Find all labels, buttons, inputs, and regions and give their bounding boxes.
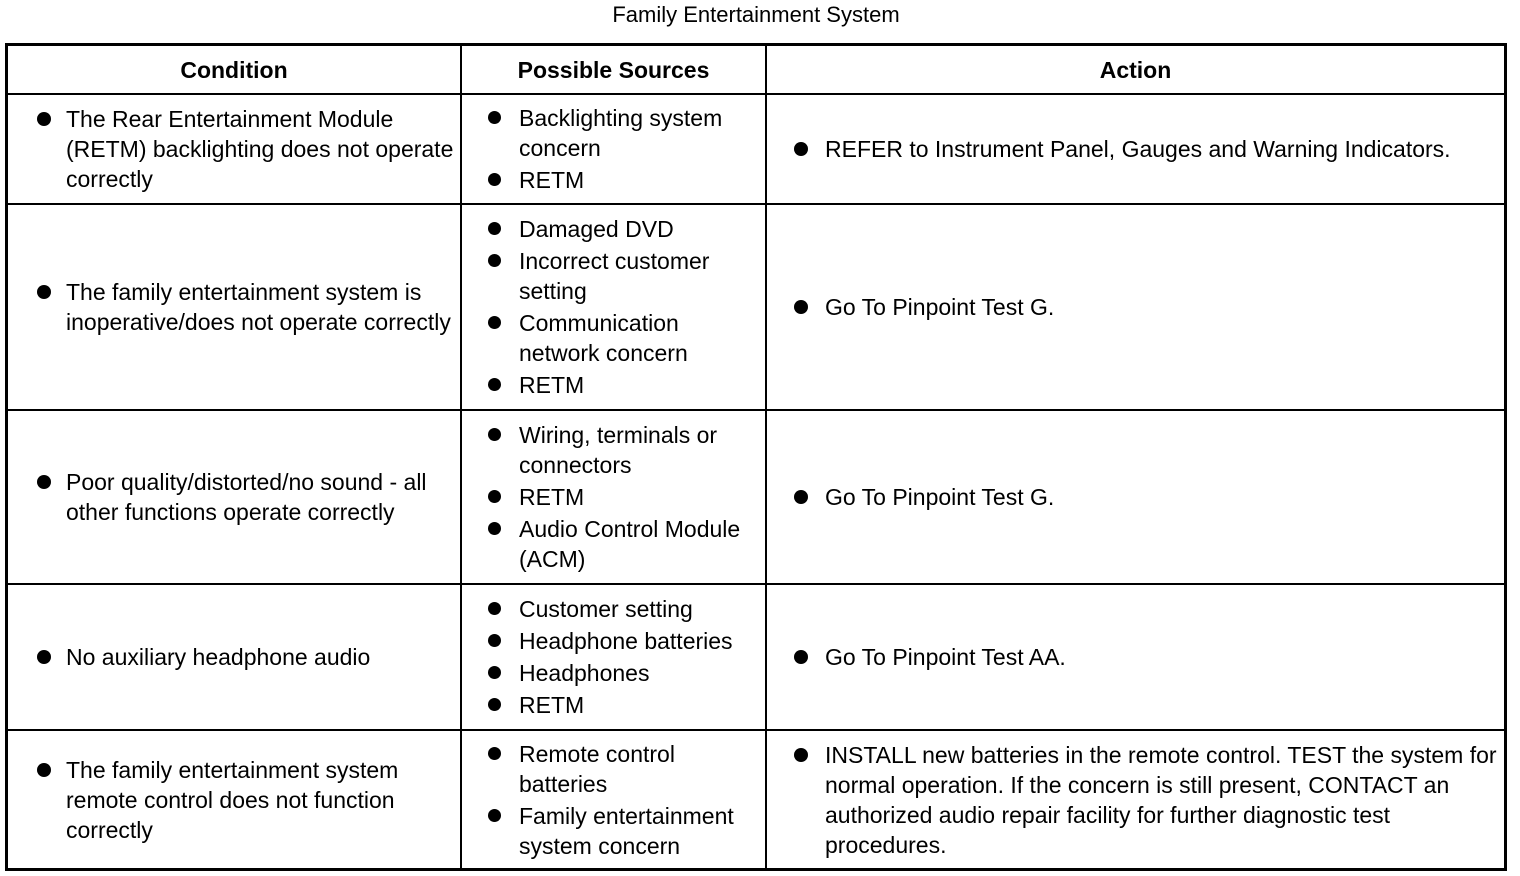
page-title: Family Entertainment System	[612, 2, 900, 27]
action-text: Go To Pinpoint Test G.	[767, 292, 1504, 322]
header-action: Action	[1099, 57, 1172, 83]
source-item: Family entertainment system concern	[462, 801, 765, 861]
source-item: RETM	[462, 482, 765, 512]
condition-cell	[8, 731, 460, 868]
action-text: Go To Pinpoint Test G.	[767, 482, 1504, 512]
sources-cell	[462, 731, 765, 868]
action-text: Go To Pinpoint Test AA.	[767, 642, 1504, 672]
source-item: Damaged DVD	[462, 214, 765, 244]
condition-text: The family entertainment system remote control does not function correctly	[8, 755, 460, 845]
sources-cell	[462, 95, 765, 203]
action-cell	[767, 205, 1504, 409]
source-item: RETM	[462, 690, 765, 720]
source-item: Backlighting system concern	[462, 103, 765, 163]
source-item: Wiring, terminals or connectors	[462, 420, 765, 480]
source-item: Headphones	[462, 658, 765, 688]
source-item: Communication network concern	[462, 308, 765, 368]
condition-cell	[8, 585, 460, 729]
source-item: Audio Control Module (ACM)	[462, 514, 765, 574]
source-item: RETM	[462, 165, 765, 195]
sources-cell	[462, 411, 765, 583]
source-item: Headphone batteries	[462, 626, 765, 656]
source-item: Customer setting	[462, 594, 765, 624]
condition-cell	[8, 205, 460, 409]
action-cell	[767, 411, 1504, 583]
sources-cell	[462, 585, 765, 729]
condition-cell	[8, 411, 460, 583]
source-item: RETM	[462, 370, 765, 400]
header-possible-sources: Possible Sources	[517, 57, 710, 83]
header-condition: Condition	[180, 57, 288, 83]
condition-cell	[8, 95, 460, 203]
action-text: REFER to Instrument Panel, Gauges and Warning Indicators.	[767, 134, 1504, 164]
condition-text: The Rear Entertainment Module (RETM) backlighting does not operate correctly	[8, 104, 460, 194]
source-item: Remote control batteries	[462, 739, 765, 799]
action-cell	[767, 731, 1504, 868]
diagnosis-table	[5, 43, 1507, 871]
condition-text: Poor quality/distorted/no sound - all other functions operate correctly	[8, 467, 460, 527]
condition-text: The family entertainment system is inoperative/does not operate correctly	[8, 277, 460, 337]
action-cell	[767, 585, 1504, 729]
sources-cell	[462, 205, 765, 409]
source-item: Incorrect customer setting	[462, 246, 765, 306]
action-text: INSTALL new batteries in the remote control. TEST the system for normal operation. If the concern is still present, CONTACT an authorized audio repair facility for further diagnostic test procedures.	[767, 740, 1504, 860]
condition-text: No auxiliary headphone audio	[8, 642, 460, 672]
action-cell	[767, 95, 1504, 203]
